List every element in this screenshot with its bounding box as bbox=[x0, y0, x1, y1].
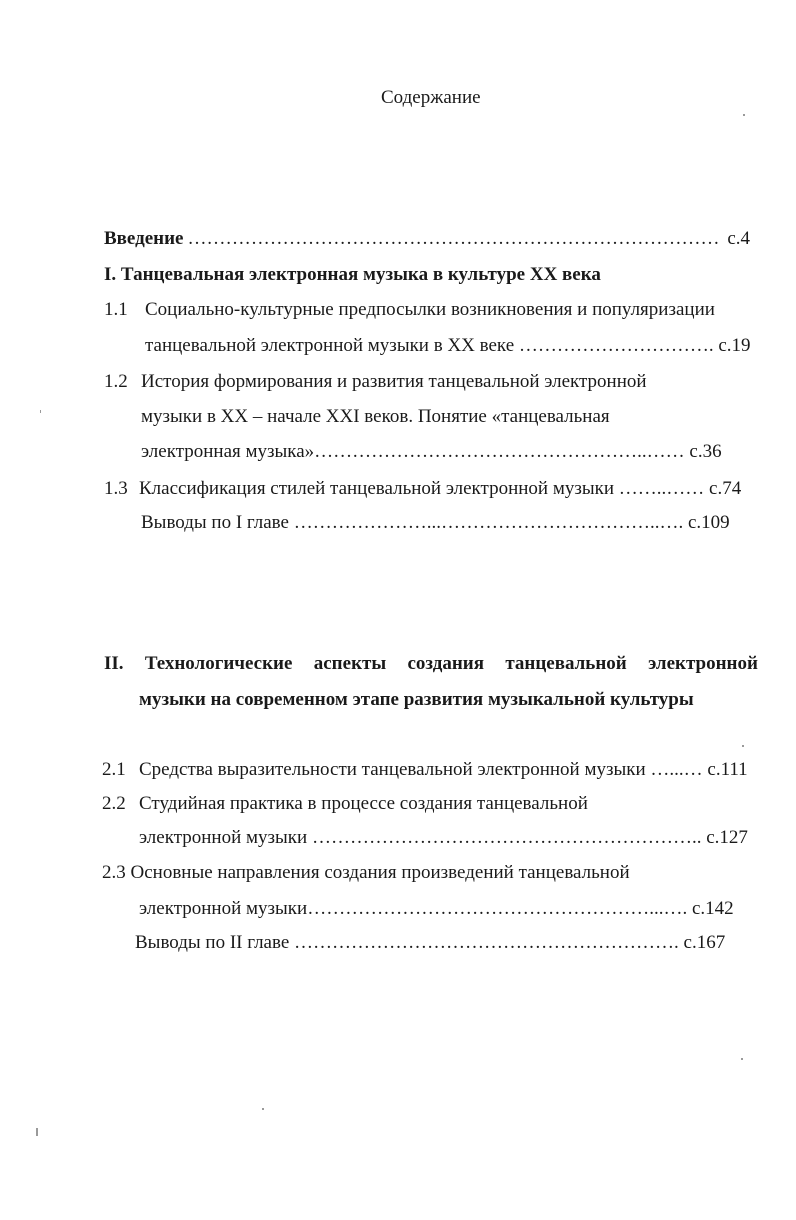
toc-1-1-line2: танцевальной электронной музыки в XX веке …………………………. с.19 bbox=[145, 335, 751, 356]
toc-chapter1-conclusions: Выводы по I главе …………………...……………………………..…. с.109 bbox=[141, 512, 730, 533]
toc-intro-label: Введение bbox=[104, 228, 184, 249]
toc-2-2-line2: электронной музыки …………………………………………………….. с.127 bbox=[139, 827, 748, 848]
toc-intro bbox=[104, 227, 750, 251]
page-title: Содержание bbox=[381, 87, 481, 108]
toc-chapter2-word: электронной bbox=[648, 653, 758, 674]
scan-speck bbox=[40, 410, 41, 413]
toc-1-2-number: 1.2 bbox=[104, 371, 128, 392]
scan-speck bbox=[743, 114, 745, 116]
scan-speck bbox=[262, 1108, 264, 1110]
toc-2-3-line1: 2.3 Основные направления создания произведений танцевальной bbox=[102, 862, 630, 883]
toc-1-2-line3: электронная музыка»……………………………………………..…… с.36 bbox=[141, 441, 722, 462]
toc-chapter2-word: Технологические bbox=[144, 653, 293, 674]
toc-1-2-line1: История формирования и развития танцевальной электронной bbox=[141, 371, 647, 392]
toc-2-1-number: 2.1 bbox=[102, 759, 126, 780]
toc-1-1-number: 1.1 bbox=[104, 299, 128, 320]
toc-intro-page: с.4 bbox=[727, 228, 750, 249]
toc-chapter2-word: танцевальной bbox=[505, 653, 627, 674]
toc-2-3-line2: электронной музыки………………………………………………...…. с.142 bbox=[139, 898, 734, 919]
toc-chapter2-title-line1 bbox=[104, 652, 758, 676]
toc-intro-dots: ………………………………………………………………………… bbox=[187, 228, 720, 249]
toc-chapter2-conclusions: Выводы по II главе ……………………………………………………. с.167 bbox=[135, 932, 726, 953]
toc-chapter2-word: аспекты bbox=[313, 653, 387, 674]
toc-1-3-number: 1.3 bbox=[104, 478, 128, 499]
toc-2-2-number: 2.2 bbox=[102, 793, 126, 814]
toc-chapter2-number: II. bbox=[104, 653, 124, 674]
toc-1-3-line1: Классификация стилей танцевальной электронной музыки ……..…… с.74 bbox=[139, 478, 742, 499]
scan-speck bbox=[36, 1128, 38, 1136]
toc-chapter1-title: I. Танцевальная электронная музыка в культуре XX века bbox=[104, 264, 601, 285]
scan-speck bbox=[741, 1058, 743, 1060]
toc-1-1-line1: Социально-культурные предпосылки возникновения и популяризации bbox=[145, 299, 715, 320]
toc-2-1-line1: Средства выразительности танцевальной электронной музыки …...… с.111 bbox=[139, 759, 748, 780]
toc-chapter2-word: создания bbox=[407, 653, 485, 674]
scan-speck bbox=[742, 745, 744, 747]
toc-2-2-line1: Студийная практика в процессе создания танцевальной bbox=[139, 793, 588, 814]
toc-chapter2-title-line2: музыки на современном этапе развития музыкальной культуры bbox=[139, 689, 694, 710]
toc-1-2-line2: музыки в XX – начале XXI веков. Понятие «танцевальная bbox=[141, 406, 610, 427]
